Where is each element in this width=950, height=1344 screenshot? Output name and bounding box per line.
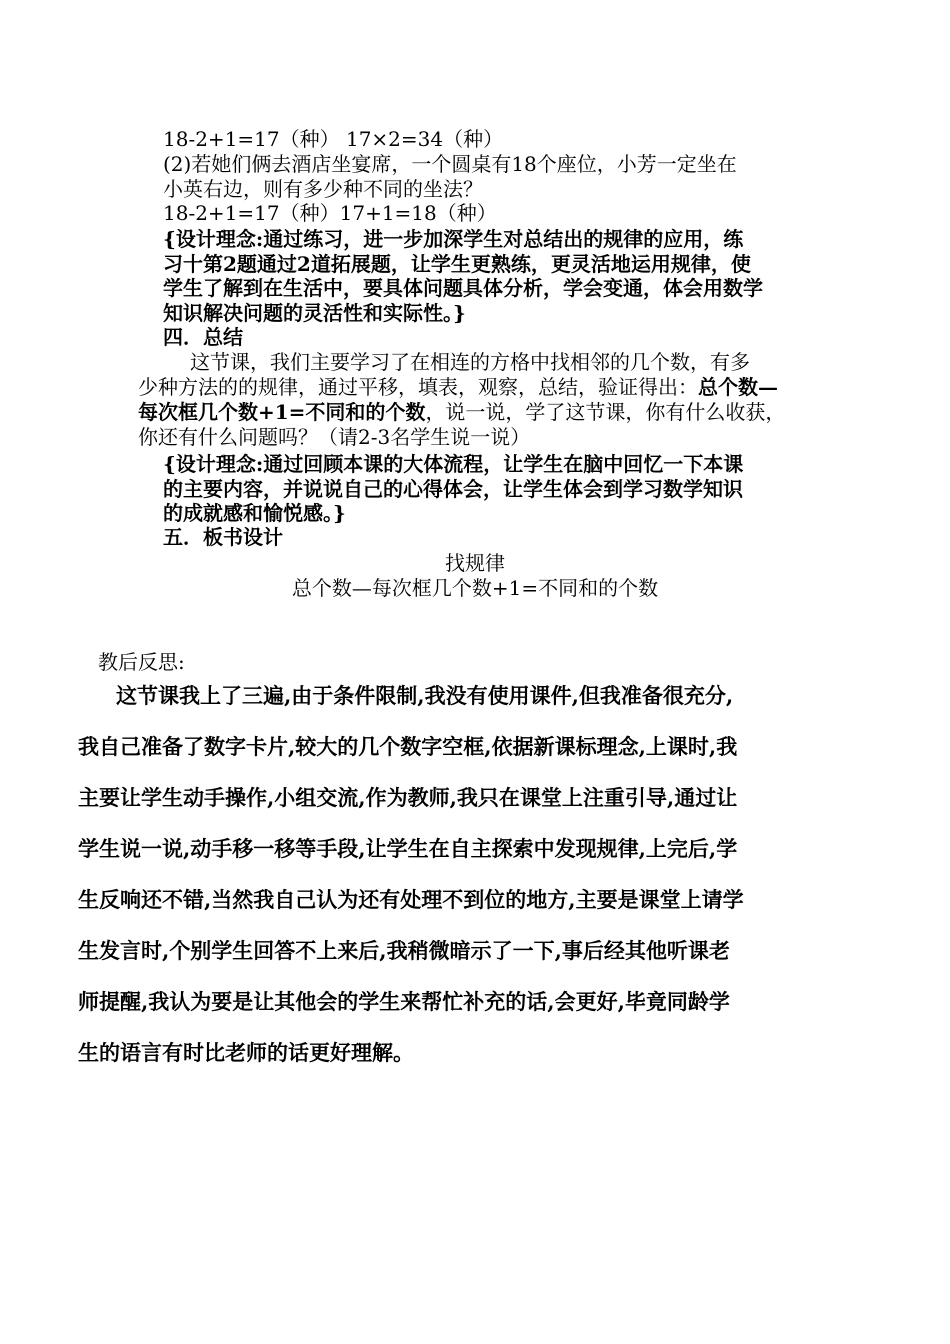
reflection-line-6: 生发言时,个别学生回答不上来后,我稍微暗示了一下,事后经其他听课老 bbox=[78, 938, 730, 963]
summary-formula-start: 总个数— bbox=[698, 375, 778, 399]
design-note-2-line-3: 的成就感和愉悦感。} bbox=[163, 501, 346, 525]
reflection-line-3: 主要让学生动手操作,小组交流,作为教师,我只在课堂上注重引导,通过让 bbox=[78, 785, 738, 810]
summary-line-2-text: 少种方法的的规律，通过平移，填表，观察，总结，验证得出： bbox=[138, 375, 698, 399]
reflection-heading: 教后反思: bbox=[98, 650, 185, 674]
board-formula: 总个数—每次框几个数+1=不同和的个数 bbox=[291, 576, 659, 600]
reflection-line-4: 学生说一说,动手移一移等手段,让学生在自主探索中发现规律,上完后,学 bbox=[78, 836, 738, 861]
summary-line-4: 你还有什么问题吗？（请2-3名学生说一说） bbox=[138, 425, 531, 449]
summary-heading: 四．总结 bbox=[163, 325, 243, 349]
summary-line-3 bbox=[138, 400, 785, 424]
design-note-1-line-3: 学生了解到在生活中，要具体问题具体分析，学会变通，体会用数学 bbox=[163, 276, 763, 300]
board-heading: 五．板书设计 bbox=[163, 525, 283, 549]
question-2-line-2: 小英右边，则有多少种不同的坐法？ bbox=[163, 177, 483, 201]
summary-formula-end: 每次框几个数+1=不同和的个数 bbox=[138, 400, 426, 424]
solution-line-1: 18-2+1=17（种） 17×2=34（种） bbox=[163, 127, 504, 151]
solution-line-2: 18-2+1=17（种）17+1=18（种） bbox=[163, 201, 497, 225]
reflection-line-7: 师提醒,我认为要是让其他会的学生来帮忙补充的话,会更好,毕竟同龄学 bbox=[78, 989, 730, 1014]
reflection-line-8: 生的语言有时比老师的话更好理解。 bbox=[78, 1040, 414, 1065]
summary-line-1: 这节课，我们主要学习了在相连的方格中找相邻的几个数，有多 bbox=[190, 350, 750, 374]
question-2-line-1: (2)若她们俩去酒店坐宴席，一个圆桌有18个座位，小芳一定坐在 bbox=[163, 152, 737, 176]
design-note-1-line-1: {设计理念:通过练习，进一步加深学生对总结出的规律的应用，练 bbox=[163, 227, 744, 251]
design-note-2-line-2: 的主要内容，并说说自己的心得体会，让学生体会到学习数学知识 bbox=[163, 477, 743, 501]
design-note-1-line-4: 知识解决问题的灵活性和实际性。} bbox=[163, 301, 466, 325]
summary-line-2 bbox=[138, 375, 778, 399]
design-note-2-line-1: {设计理念:通过回顾本课的大体流程，让学生在脑中回忆一下本课 bbox=[163, 452, 744, 476]
summary-line-3-text: ，说一说，学了这节课，你有什么收获， bbox=[425, 400, 786, 424]
board-title: 找规律 bbox=[445, 551, 505, 575]
reflection-line-1: 这节课我上了三遍,由于条件限制,我没有使用课件,但我准备很充分, bbox=[116, 683, 734, 708]
reflection-line-2: 我自己准备了数字卡片,较大的几个数字空框,依据新课标理念,上课时,我 bbox=[78, 734, 738, 759]
reflection-line-5: 生反响还不错,当然我自己认为还有处理不到位的地方,主要是课堂上请学 bbox=[78, 887, 744, 912]
design-note-1-line-2: 习十第2题通过2道拓展题，让学生更熟练，更灵活地运用规律，使 bbox=[163, 252, 751, 276]
